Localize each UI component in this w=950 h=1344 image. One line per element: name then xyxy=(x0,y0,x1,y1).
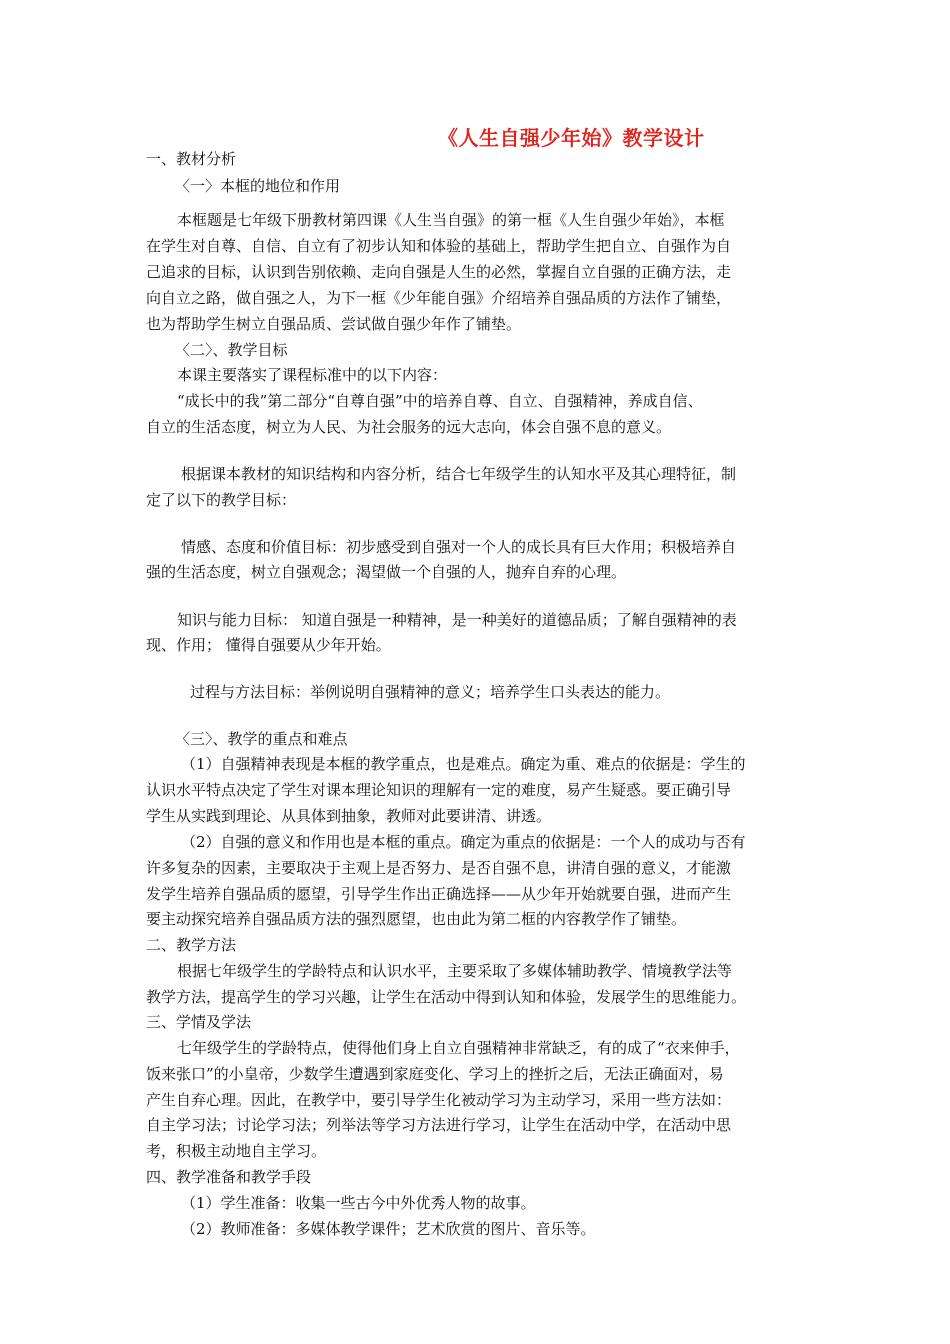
list-item: （1）学生准备：收集一些古今中外优秀人物的故事。 xyxy=(181,1194,536,1212)
paragraph-line: （1）自强精神表现是本框的教学重点，也是难点。确定为重、难点的依据是：学生的 xyxy=(181,755,746,773)
paragraph-line: 知识与能力目标： 知道自强是一种精神，是一种美好的道德品质；了解自强精神的表 xyxy=(177,611,737,629)
subsection-heading: 〈三〉、教学的重点和难点 xyxy=(175,730,348,748)
paragraph-line: 饭来张口”的小皇帝，少数学生遭遇到家庭变化、学习上的挫折之后，无法正确面对，易 xyxy=(146,1065,724,1083)
paragraph-line: 本课主要落实了课程标准中的以下内容： xyxy=(177,366,448,384)
paragraph-line: 认识水平特点决定了学生对课本理论知识的理解有一定的难度，易产生疑惑。要正确引导 xyxy=(146,781,732,799)
paragraph-line: 学生从实践到理论、从具体到抽象，教师对此要讲清、讲透。 xyxy=(146,807,552,825)
paragraph-line: 在学生对自尊、自信、自立有了初步认知和体验的基础上，帮助学生把自立、自强作为自 xyxy=(146,237,732,255)
paragraph-line: 教学方法，提高学生的学习兴趣，让学生在活动中得到认知和体验，发展学生的思维能力。 xyxy=(146,988,747,1006)
paragraph-line: 发学生培养自强品质的愿望，引导学生作出正确选择——从少年开始就要自强，进而产生 xyxy=(146,885,732,903)
list-item: （2）教师准备：多媒体教学课件；艺术欣赏的图片、音乐等。 xyxy=(181,1220,596,1238)
paragraph-line: 现、作用； 懂得自强要从少年开始。 xyxy=(146,636,391,654)
paragraph-line: 自主学习法；讨论学习法；列举法等学习方法进行学习，让学生在活动中学，在活动中思 xyxy=(146,1116,732,1134)
paragraph-line: 强的生活态度，树立自强观念；渴望做一个自强的人，抛弃自弃的心理。 xyxy=(146,563,627,581)
section-heading-textbook-analysis: 一、教材分析 xyxy=(146,150,237,168)
paragraph-line: 自立的生活态度，树立为人民、为社会服务的远大志向，体会自强不息的意义。 xyxy=(146,418,672,436)
paragraph-line: 过程与方法目标：举例说明自强精神的意义；培养学生口头表达的能力。 xyxy=(190,683,671,701)
paragraph-line: （2）自强的意义和作用也是本框的重点。确定为重点的依据是：一个人的成功与否有 xyxy=(181,833,746,851)
section-heading-teaching-method: 二、教学方法 xyxy=(146,936,237,954)
paragraph-line: 产生自弃心理。因此，在教学中，要引导学生化被动学习为主动学习，采用一些方法如： xyxy=(146,1091,732,1109)
paragraph-line: 本框题是七年级下册教材第四课《人生当自强》的第一框《人生自强少年始》，本框 xyxy=(177,211,725,229)
section-heading-preparation: 四、教学准备和教学手段 xyxy=(146,1168,312,1186)
paragraph-line: 考，积极主动地自主学习。 xyxy=(146,1142,327,1160)
paragraph-line: 七年级学生的学龄特点，使得他们身上自立自强精神非常缺乏，有的成了“衣来伸手， xyxy=(177,1039,740,1057)
paragraph-line: 己追求的目标，认识到告别依赖、走向自强是人生的必然，掌握自立自强的正确方法，走 xyxy=(146,263,732,281)
section-heading-learning: 三、学情及学法 xyxy=(146,1013,252,1031)
paragraph-line: 情感、态度和价值目标：初步感受到自强对一个人的成长具有巨大作用；积极培养自 xyxy=(181,538,737,556)
paragraph-line: 向自立之路，做自强之人，为下一框《少年能自强》介绍培养自强品质的方法作了铺垫， xyxy=(146,289,732,307)
paragraph-line: 要主动探究培养自强品质方法的强烈愿望，也由此为第二框的内容教学作了铺垫。 xyxy=(146,910,687,928)
paragraph-line: “成长中的我”第二部分“自尊自强”中的培养自尊、自立、自强精神，养成自信、 xyxy=(177,392,703,410)
subsection-heading: 〈一〉本框的地位和作用 xyxy=(175,177,341,195)
subsection-heading: 〈二〉、教学目标 xyxy=(175,341,288,359)
document-title: 《人生自强少年始》教学设计 xyxy=(438,126,705,150)
paragraph-line: 根据课本教材的知识结构和内容分析，结合七年级学生的认知水平及其心理特征，制 xyxy=(181,465,737,483)
paragraph-line: 根据七年级学生的学龄特点和认识水平，主要采取了多媒体辅助教学、情境教学法等 xyxy=(177,962,733,980)
paragraph-line: 许多复杂的因素，主要取决于主观上是否努力、是否自强不息，讲清自强的意义，才能激 xyxy=(146,859,732,877)
paragraph-line: 定了以下的教学目标： xyxy=(146,491,297,509)
paragraph-line: 也为帮助学生树立自强品质、尝试做自强少年作了铺垫。 xyxy=(146,315,522,333)
